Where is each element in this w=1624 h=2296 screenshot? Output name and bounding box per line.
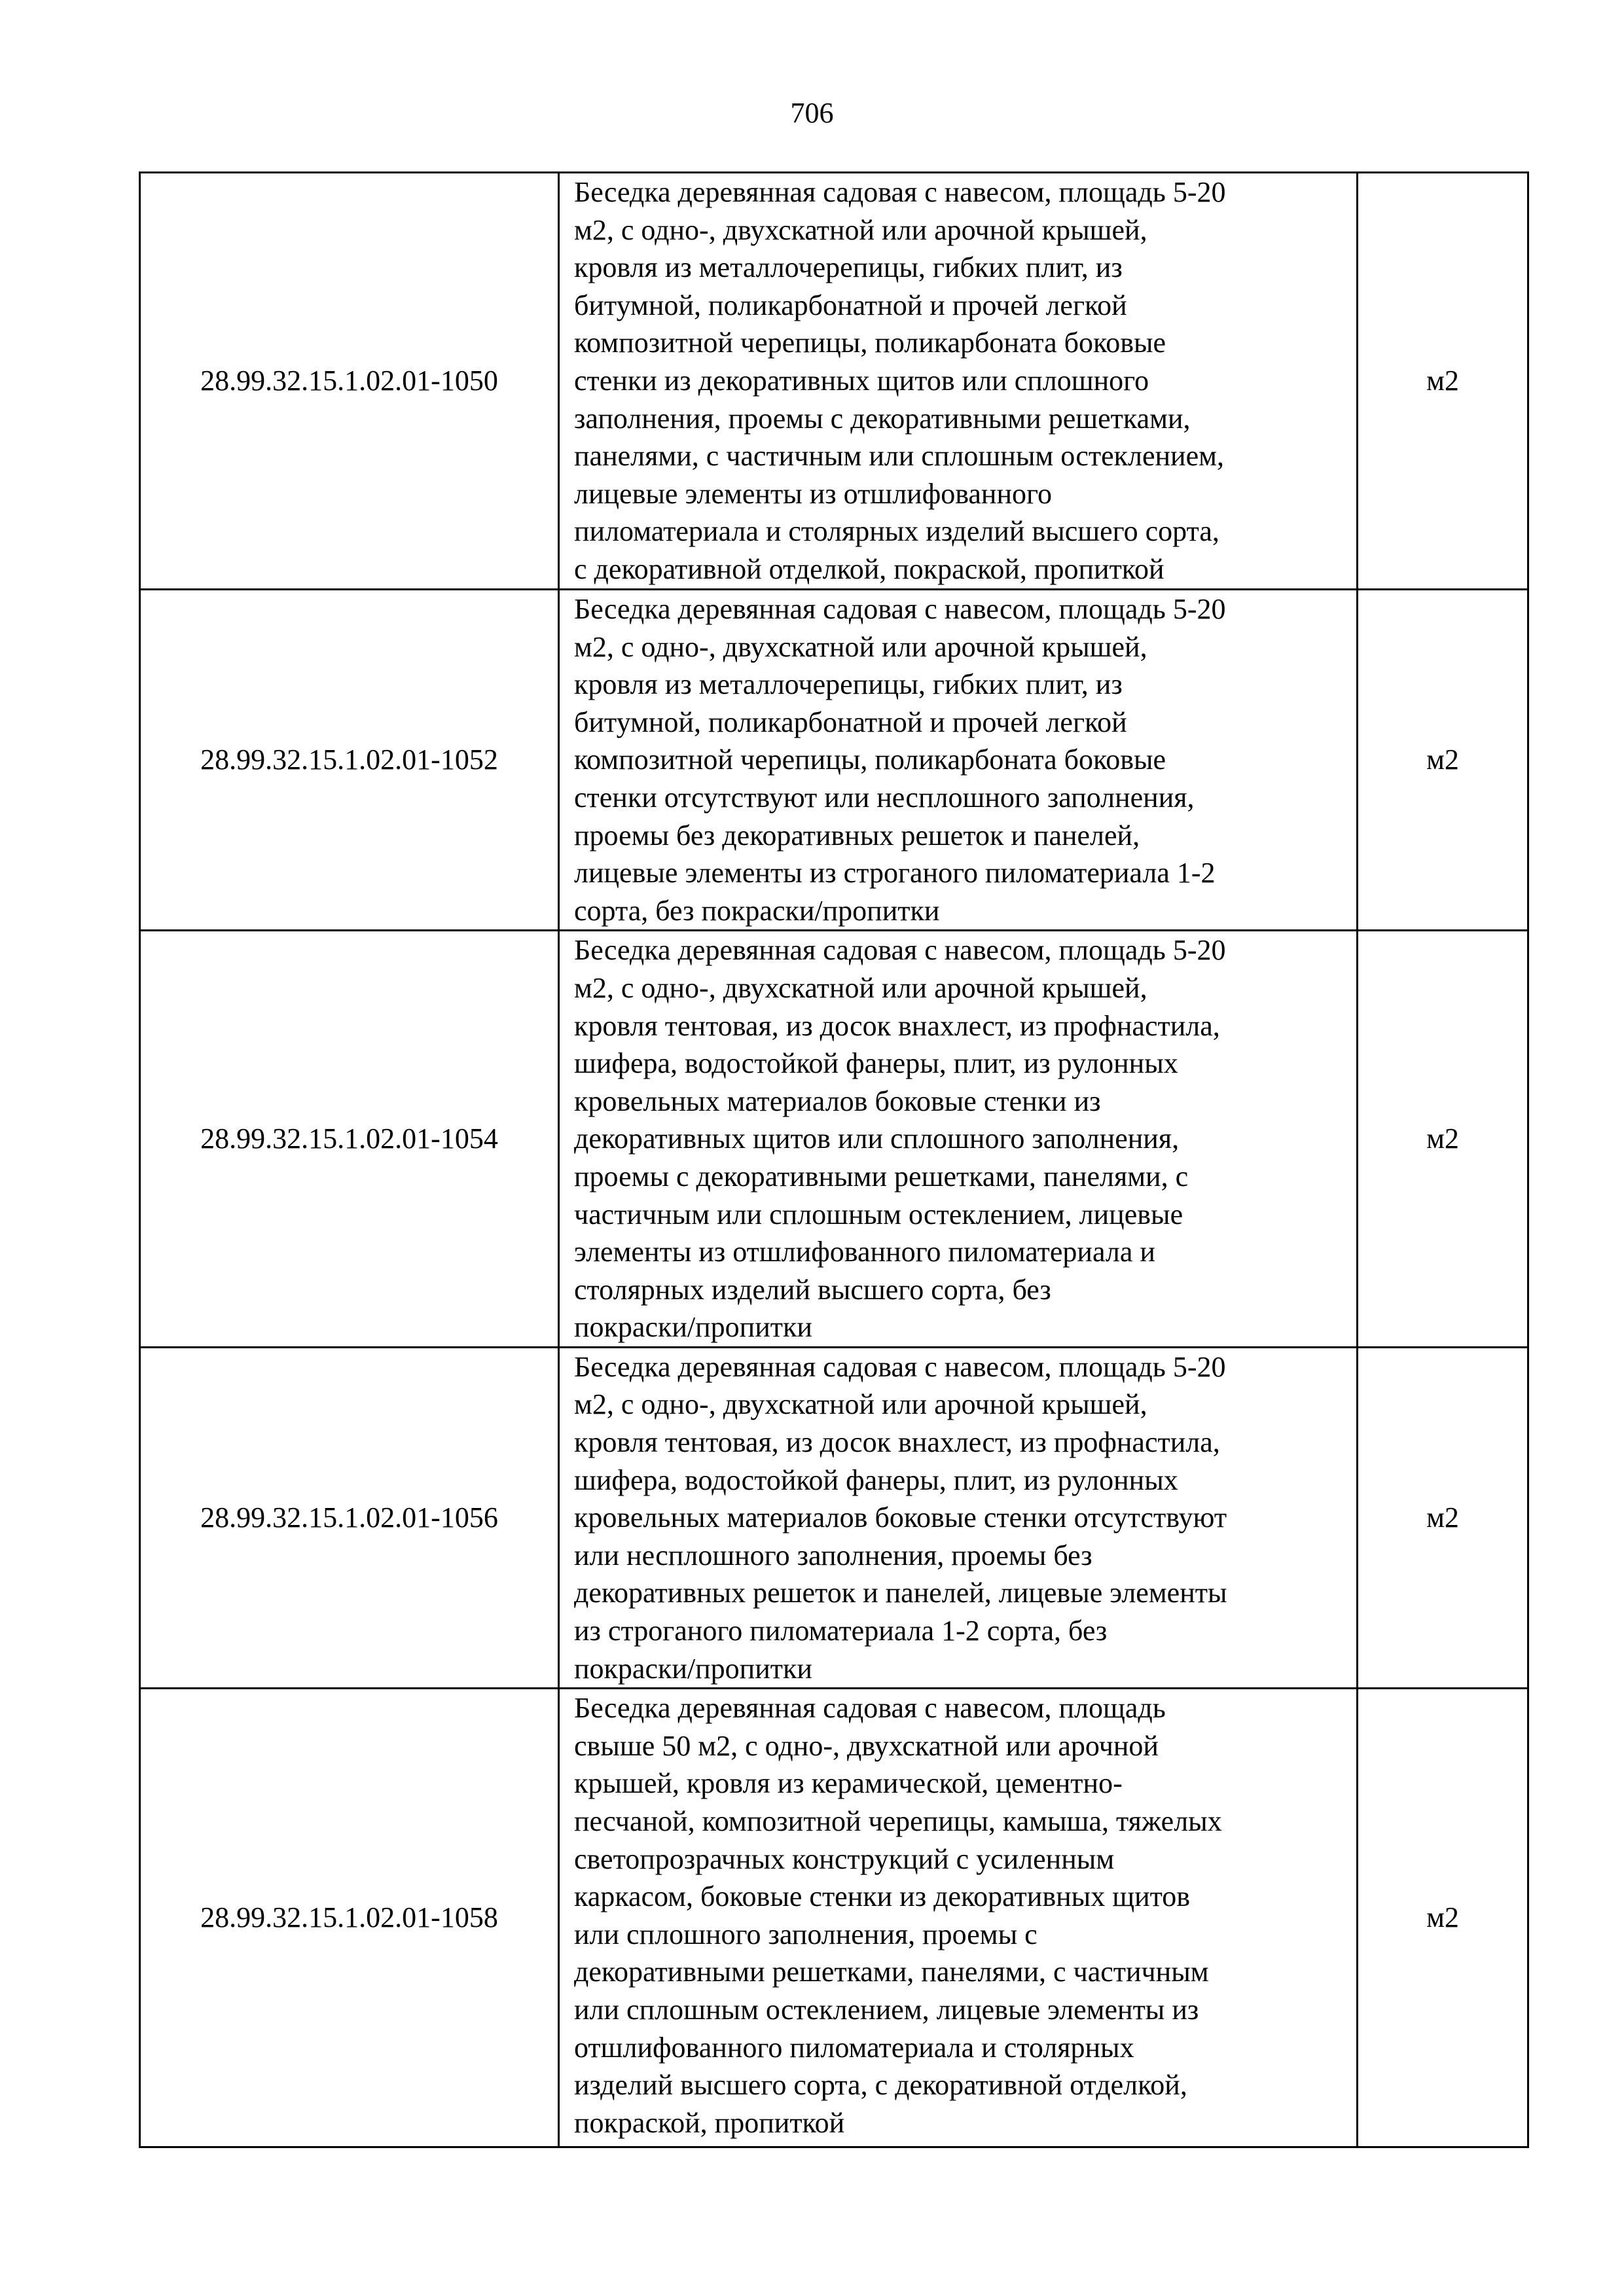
description-line: кровельных материалов боковые стенки из	[574, 1085, 1101, 1117]
description-line: кровля из металлочерепицы, гибких плит, из	[574, 251, 1123, 284]
description-line: м2, с одно-, двухскатной или арочной крышей,	[574, 971, 1147, 1004]
description-line: проемы с декоративными решетками, панелями, с	[574, 1160, 1189, 1193]
catalog-table	[139, 171, 1529, 2148]
description-line: декоративных щитов или сплошного заполнения,	[574, 1122, 1180, 1155]
description-line: лицевые элементы из строганого пиломатериала 1-2	[574, 857, 1216, 889]
description-line: светопрозрачных конструкций с усиленным	[574, 1842, 1115, 1875]
description-line: шифера, водостойкой фанеры, плит, из рулонных	[574, 1047, 1178, 1080]
description-line: шифера, водостойкой фанеры, плит, из рулонных	[574, 1463, 1178, 1496]
description-line: стенки из декоративных щитов или сплошного	[574, 364, 1149, 397]
item-code: 28.99.32.15.1.02.01-1052	[140, 590, 559, 931]
description-line: кровельных материалов боковые стенки отсутствуют	[574, 1501, 1227, 1534]
page-number: 706	[790, 97, 834, 129]
description-line: покраской, пропиткой	[574, 2106, 845, 2139]
description-line: песчаной, композитной черепицы, камыша, тяжелых	[574, 1805, 1222, 1837]
description-line: лицевые элементы из отшлифованного	[574, 477, 1052, 510]
description-line: отшлифованного пиломатериала и столярных	[574, 2031, 1134, 2064]
description-line: каркасом, боковые стенки из декоративных щитов	[574, 1880, 1191, 1913]
description-line: м2, с одно-, двухскатной или арочной крышей,	[574, 213, 1147, 246]
description-line: битумной, поликарбонатной и прочей легкой	[574, 289, 1127, 321]
item-unit: м2	[1358, 1347, 1528, 1688]
description-line: кровля из металлочерепицы, гибких плит, из	[574, 668, 1123, 701]
description-line: Беседка деревянная садовая с навесом, площадь 5-20	[574, 176, 1226, 208]
description-line: покраски/пропитки	[574, 1311, 812, 1344]
description-line: Беседка деревянная садовая с навесом, площадь	[574, 1692, 1166, 1725]
description-line: битумной, поликарбонатной и прочей легкой	[574, 706, 1127, 738]
item-description	[559, 590, 1358, 931]
table-row	[140, 931, 1528, 1348]
description-line: изделий высшего сорта, с декоративной отделкой,	[574, 2069, 1187, 2102]
item-description	[559, 173, 1358, 590]
description-line: свыше 50 м2, с одно-, двухскатной или арочной	[574, 1729, 1159, 1762]
description-line: или несплошного заполнения, проемы без	[574, 1539, 1092, 1571]
description-line: заполнения, проемы с декоративными решетками,	[574, 402, 1191, 435]
table-row	[140, 590, 1528, 931]
item-unit: м2	[1358, 590, 1528, 931]
description-line: из строганого пиломатериала 1-2 сорта, без	[574, 1615, 1108, 1647]
description-line: панелями, с частичным или сплошным остеклением,	[574, 440, 1224, 473]
item-unit: м2	[1358, 1689, 1528, 2147]
description-line: Беседка деревянная садовая с навесом, площадь 5-20	[574, 593, 1226, 625]
catalog-table-body	[140, 173, 1528, 2147]
description-line: Беседка деревянная садовая с навесом, площадь 5-20	[574, 1350, 1226, 1383]
table-row	[140, 173, 1528, 590]
table-row	[140, 1689, 1528, 2147]
description-line: крышей, кровля из керамической, цементно-	[574, 1767, 1123, 1800]
description-line: Беседка деревянная садовая с навесом, площадь 5-20	[574, 934, 1226, 967]
description-line: покраски/пропитки	[574, 1652, 812, 1685]
description-line: м2, с одно-, двухскатной или арочной крышей,	[574, 1388, 1147, 1421]
description-line: кровля тентовая, из досок внахлест, из профнастила,	[574, 1009, 1220, 1042]
description-line: или сплошного заполнения, проемы с	[574, 1918, 1038, 1950]
item-description	[559, 1689, 1358, 2147]
description-line: проемы без декоративных решеток и панелей,	[574, 819, 1140, 852]
description-line: столярных изделий высшего сорта, без	[574, 1273, 1051, 1306]
description-line: декоративных решеток и панелей, лицевые элементы	[574, 1577, 1227, 1609]
description-line: кровля тентовая, из досок внахлест, из профнастила,	[574, 1426, 1220, 1459]
description-line: с декоративной отделкой, покраской, пропиткой	[574, 552, 1164, 585]
item-description	[559, 931, 1358, 1348]
description-line: сорта, без покраски/пропитки	[574, 894, 940, 927]
item-description	[559, 1347, 1358, 1688]
item-unit: м2	[1358, 173, 1528, 590]
item-code: 28.99.32.15.1.02.01-1050	[140, 173, 559, 590]
item-code: 28.99.32.15.1.02.01-1058	[140, 1689, 559, 2147]
description-line: стенки отсутствуют или несплошного заполнения,	[574, 781, 1195, 814]
table-row	[140, 1347, 1528, 1688]
description-line: частичным или сплошным остеклением, лицевые	[574, 1198, 1183, 1230]
item-code: 28.99.32.15.1.02.01-1054	[140, 931, 559, 1348]
description-line: композитной черепицы, поликарбоната боковые	[574, 327, 1166, 359]
item-code: 28.99.32.15.1.02.01-1056	[140, 1347, 559, 1688]
description-line: элементы из отшлифованного пиломатериала и	[574, 1236, 1155, 1268]
description-line: композитной черепицы, поликарбоната боковые	[574, 744, 1166, 776]
description-line: декоративными решетками, панелями, с частичным	[574, 1956, 1209, 1988]
description-line: или сплошным остеклением, лицевые элементы из	[574, 1993, 1199, 2026]
description-line: пиломатериала и столярных изделий высшего сорта,	[574, 515, 1219, 548]
description-line: м2, с одно-, двухскатной или арочной крышей,	[574, 630, 1147, 663]
item-unit: м2	[1358, 931, 1528, 1348]
